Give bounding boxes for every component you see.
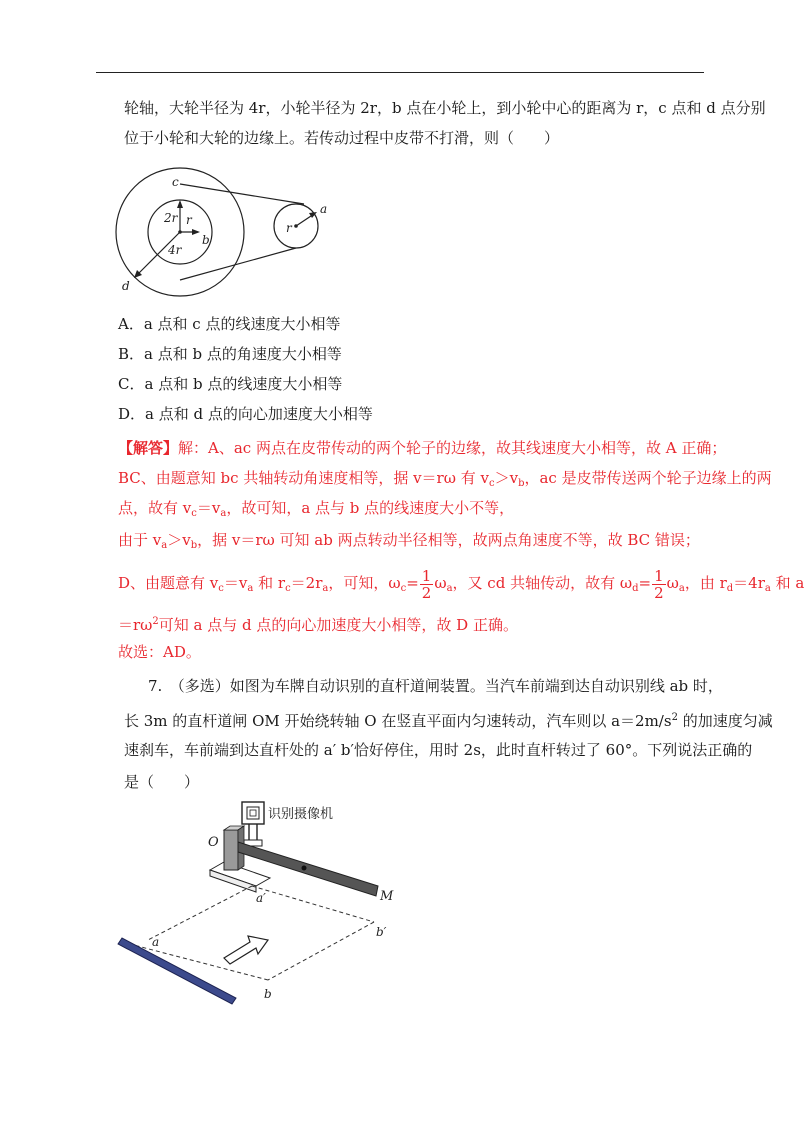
q7-stem-line3: 速刹车，车前端到达直杆处的 a′ b′恰好停住，用时 2s，此时直杆转过了 60°。下列说法正确的	[124, 741, 753, 759]
label-b: b	[264, 987, 272, 1001]
fraction-one-half-2: $\frac{1}{2}$	[654, 566, 664, 602]
q6-option-b: B．a 点和 b 点的角速度大小相等	[118, 345, 342, 363]
answer-line4: 由于 $v_a>v_b$，据 v＝rω 可知 ab 两点转动半径相等，故两点角速度不等，故 BC 错误；	[118, 531, 700, 551]
answer-final: 故选：AD。	[118, 643, 201, 661]
label-c: c	[172, 175, 179, 189]
answer-line3: 点，故有 $v_c=v_a$，故可知，a 点与 b 点的线速度大小不等，	[118, 499, 515, 519]
barrier-gate-figure	[112, 794, 422, 1008]
label-small-r: r	[286, 221, 292, 235]
camera-label: 识别摄像机	[268, 807, 334, 822]
q6-option-a: A．a 点和 c 点的线速度大小相等	[118, 315, 341, 333]
fraction-one-half: $\frac{1}{2}$	[421, 566, 432, 602]
label-a: a	[152, 935, 160, 949]
label-b: b	[202, 233, 210, 247]
q6-option-c: C．a 点和 b 点的线速度大小相等	[118, 375, 343, 393]
label-a: a	[320, 202, 328, 216]
answer-line6: $=r\omega^2$可知 a 点与 d 点的向心加速度大小相等，故 D 正确。	[118, 616, 518, 634]
answer-line5: D、由题意有 $v_c=v_a$ 和 $r_c=2r_a$，可知，$\omega_c=$ $\frac{1}{2}$ $\omega_a$，又 cd 共轴传动，故有 $\omega_d=$ $\frac{1}{2}$ $\omega_a$，由 $r_d=4r_a$ 和 a	[118, 566, 804, 602]
answer-line2: BC、由题意知 bc 共轴转动角速度相等，据 v＝rω 有 $v_c>v_b$，ac 是皮带传送两个轮子边缘上的两	[118, 469, 772, 489]
q7-stem-line2: 长 3m 的直杆道闸 OM 开始绕转轴 O 在竖直平面内匀速转动，汽车则以 $a=2m/s^2$ 的加速度匀减	[124, 712, 773, 730]
q6-stem-line2: 位于小轮和大轮的边缘上。若传动过程中皮带不打滑，则（ ）	[124, 129, 560, 147]
label-4r: 4r	[168, 243, 182, 257]
pulley-figure	[114, 158, 354, 306]
q7-stem-line4: 是（ ）	[124, 773, 200, 791]
label-b-prime: b′	[376, 925, 387, 939]
q6-option-d: D．a 点和 d 点的向心加速度大小相等	[118, 405, 373, 423]
label-d: d	[122, 279, 130, 293]
label-M: M	[380, 889, 394, 904]
answer-tag: 【解答】	[118, 439, 179, 457]
label-O: O	[208, 835, 219, 850]
q7-stem-line1: 7. （多选）如图为车牌自动识别的直杆道闸装置。当汽车前端到达自动识别线 ab 时，	[148, 677, 723, 695]
header-rule	[96, 72, 704, 73]
label-r: r	[186, 213, 192, 227]
q6-stem-line1: 轮轴，大轮半径为 4r，小轮半径为 2r，b 点在小轮上，到小轮中心的距离为 r，c 点和 d 点分别	[124, 99, 766, 117]
label-a-prime: a′	[256, 891, 266, 905]
label-2r: 2r	[164, 211, 178, 225]
answer-line1: 【解答】解：A、ac 两点在皮带传动的两个轮子的边缘，故其线速度大小相等，故 A 正确；	[118, 439, 727, 457]
